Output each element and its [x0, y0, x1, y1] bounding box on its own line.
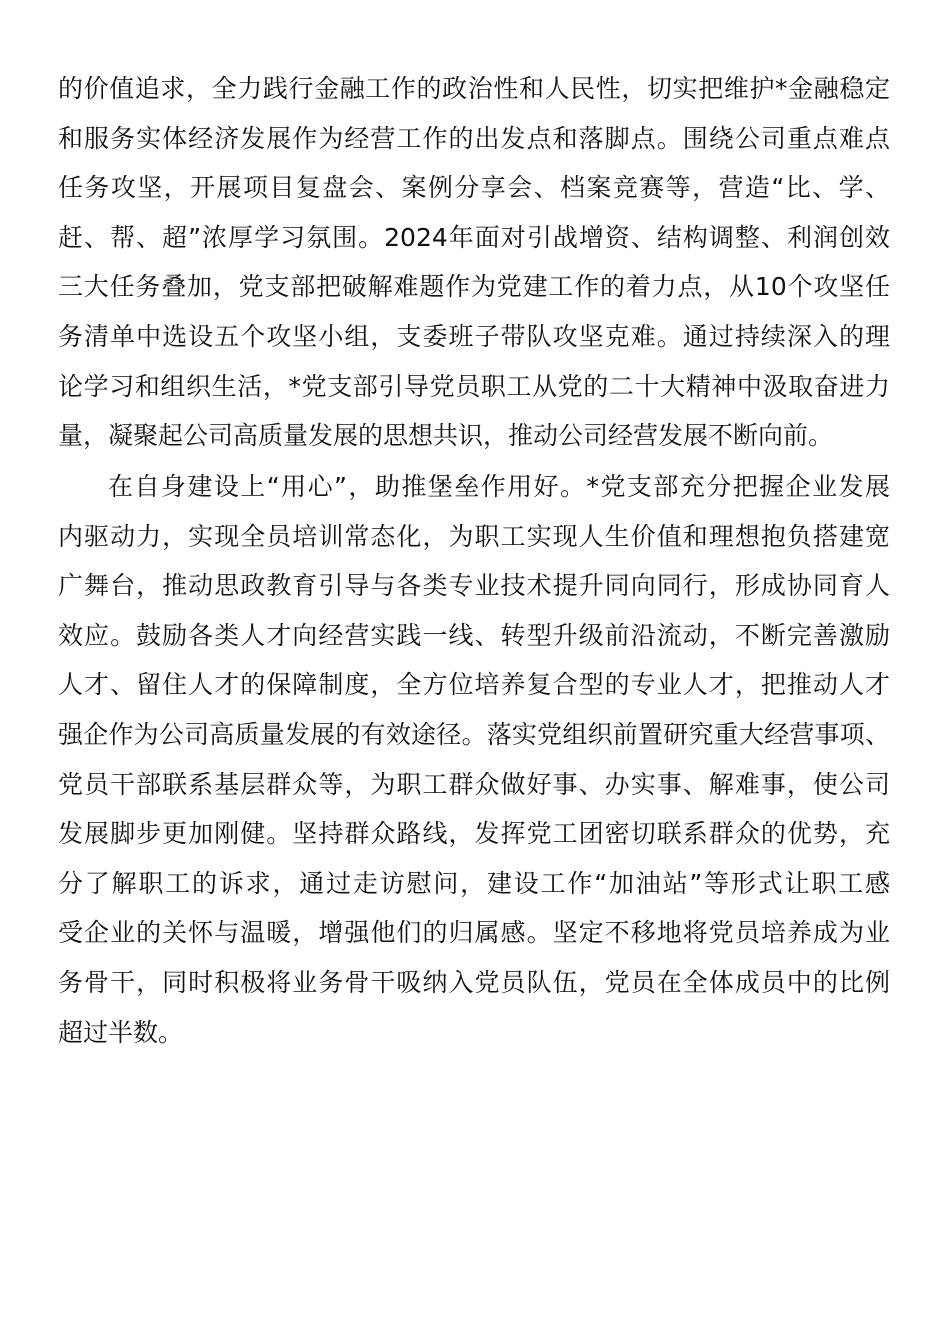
- paragraph-line: 效应。鼓励各类人才向经营实践一线、转型升级前沿流动，不断完善激励: [58, 620, 890, 650]
- paragraph-line: 超过半数。: [58, 1017, 184, 1047]
- paragraph-line: 量，凝聚起公司高质量发展的思想共识，推动公司经营发展不断向前。: [58, 421, 834, 451]
- paragraph-line: 务清单中选设五个攻坚小组，支委班子带队攻坚克难。通过持续深入的理: [58, 321, 890, 351]
- paragraph-line: 广舞台，推动思政教育引导与各类专业技术提升同向同行，形成协同育人: [58, 571, 890, 601]
- paragraph-line: 分了解职工的诉求，通过走访慰问，建设工作“加油站”等形式让职工感: [58, 868, 890, 898]
- paragraph-line: 在自身建设上“用心”，助推堡垒作用好。*党支部充分把握企业发展: [108, 472, 890, 501]
- paragraph-line: 发展脚步更加刚健。坚持群众路线，发挥党工团密切联系群众的优势，充: [58, 819, 890, 849]
- paragraph-line: 人才、留住人才的保障制度，全方位培养复合型的专业人才，把推动人才: [58, 670, 890, 700]
- paragraph-2: [58, 462, 890, 1057]
- paragraph-1: [58, 64, 890, 461]
- paragraph-line: 赶、帮、超”浓厚学习氛围。2024年面对引战增资、结构调整、利润创效: [58, 222, 890, 252]
- paragraph-line: 强企作为公司高质量发展的有效途径。落实党组织前置研究重大经营事项、: [58, 719, 890, 749]
- paragraph-line: 三大任务叠加，党支部把破解难题作为党建工作的着力点，从10个攻坚任: [58, 272, 890, 302]
- paragraph-line: 和服务实体经济发展作为经营工作的出发点和落脚点。围绕公司重点难点: [58, 123, 890, 153]
- paragraph-line: 的价值追求，全力践行金融工作的政治性和人民性，切实把维护*金融稳定: [58, 74, 890, 103]
- paragraph-line: 务骨干，同时积极将业务骨干吸纳入党员队伍，党员在全体成员中的比例: [58, 967, 890, 997]
- paragraph-line: 党员干部联系基层群众等，为职工群众做好事、办实事、解难事，使公司: [58, 769, 890, 799]
- paragraph-line: 内驱动力，实现全员培训常态化，为职工实现人生价值和理想抱负搭建宽: [58, 521, 890, 551]
- paragraph-line: 论学习和组织生活，*党支部引导党员职工从党的二十大精神中汲取奋进力: [58, 371, 890, 401]
- paragraph-line: 任务攻坚，开展项目复盘会、案例分享会、档案竞赛等，营造“比、学、: [58, 173, 890, 203]
- paragraph-line: 受企业的关怀与温暖，增强他们的归属感。坚定不移地将党员培养成为业: [58, 918, 890, 948]
